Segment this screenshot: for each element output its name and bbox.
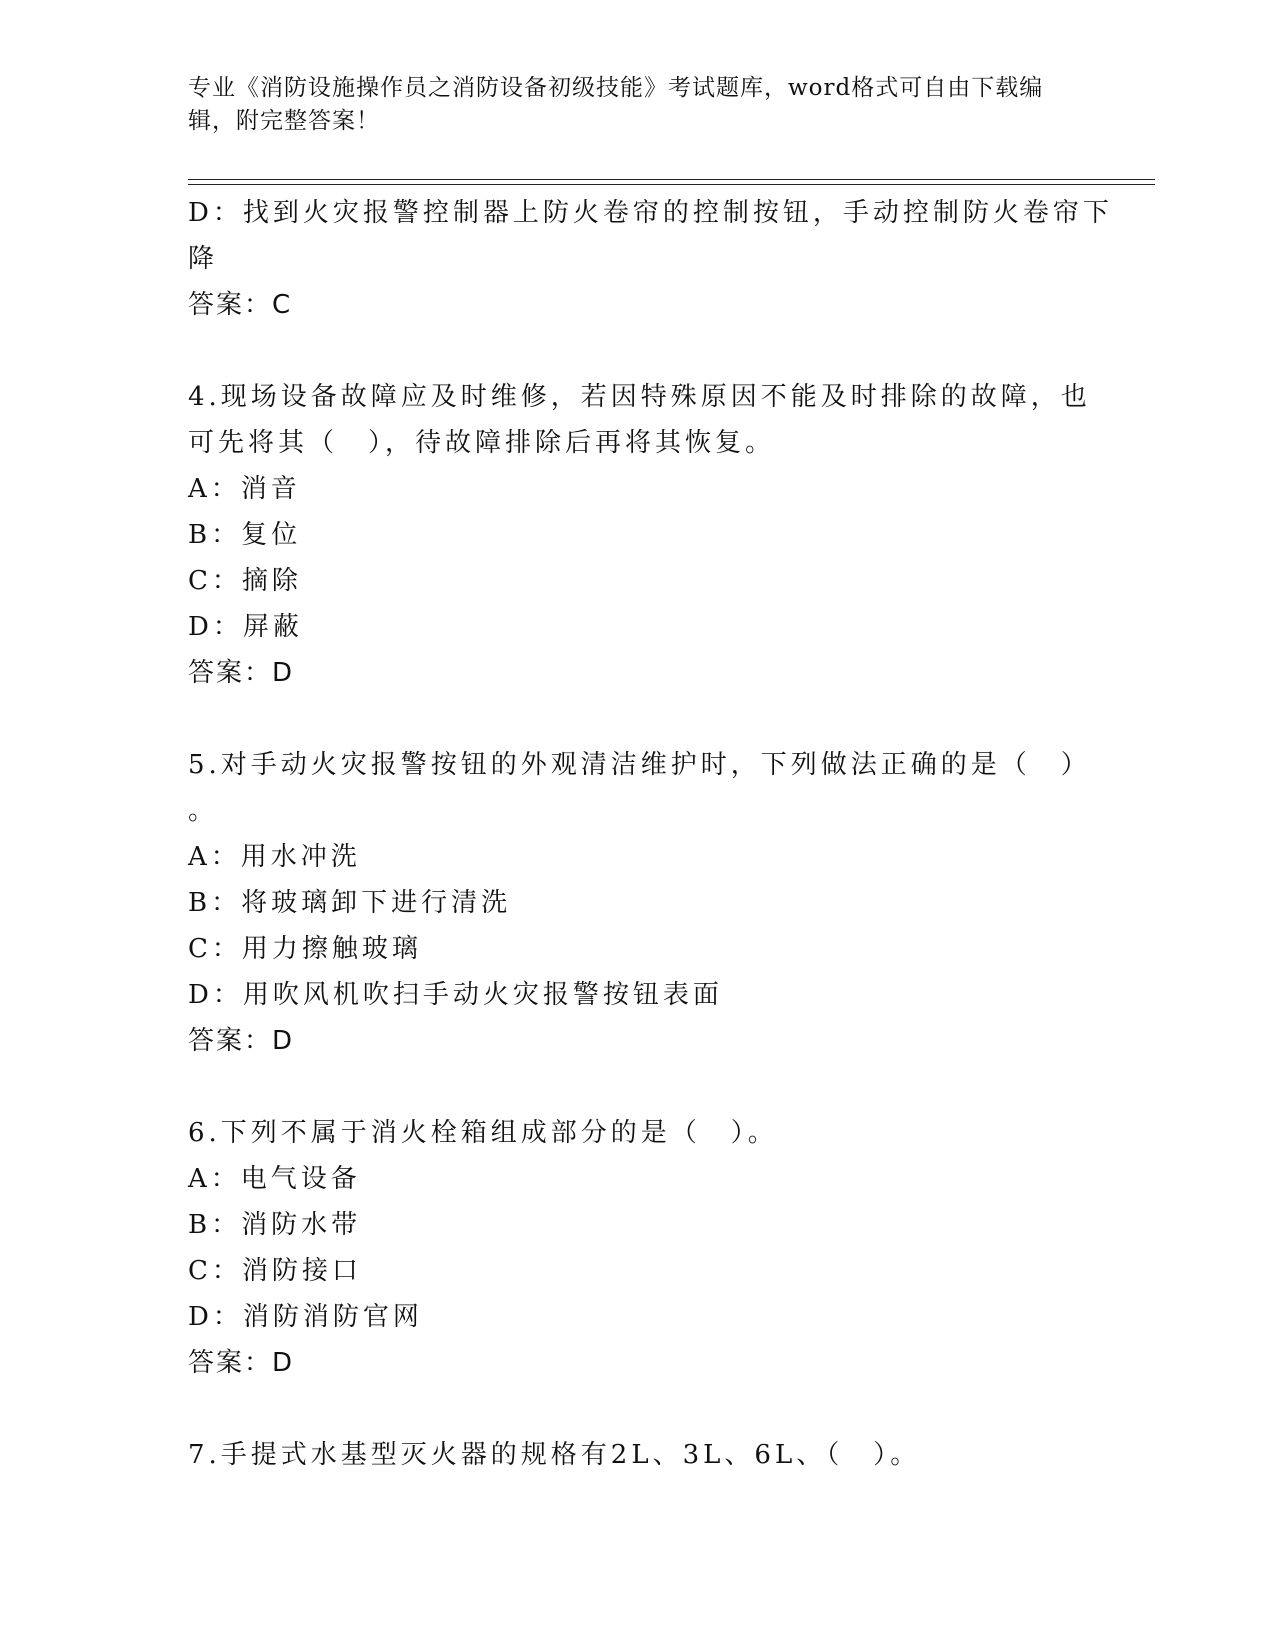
option-d: D：用吹风机吹扫手动火灾报警按钮表面 <box>188 980 723 1010</box>
question-6 <box>188 1110 1088 1386</box>
question-stem-continued: 可先将其（ ），待故障排除后再将其恢复。 <box>188 428 776 458</box>
question-7 <box>188 1432 1088 1478</box>
option-b: B：消防水带 <box>188 1210 362 1240</box>
option-d: D：找到火灾报警控制器上防火卷帘的控制按钮，手动控制防火卷帘下 <box>188 198 1113 228</box>
option-a: A：消音 <box>188 474 301 504</box>
answer: 答案：D <box>188 658 295 688</box>
spacer <box>188 1064 1088 1110</box>
question-stem: 6.下列不属于消火栓箱组成部分的是（ ）。 <box>188 1118 778 1148</box>
question-stem: 4.现场设备故障应及时维修，若因特殊原因不能及时排除的故障，也 <box>188 382 1091 412</box>
option-b: B：复位 <box>188 520 302 550</box>
option-a: A：电气设备 <box>188 1164 361 1194</box>
answer: 答案：D <box>188 1348 295 1378</box>
question-list <box>188 190 1113 1478</box>
header-line-2: 辑，附完整答案！ <box>188 108 380 134</box>
option-a: A：用水冲洗 <box>188 842 361 872</box>
header-divider-top <box>188 179 1155 180</box>
spacer <box>188 328 1088 374</box>
option-d-continued: 降 <box>188 244 219 274</box>
question-stem: 7.手提式水基型灭火器的规格有2L、3L、6L、（ ）。 <box>188 1440 921 1470</box>
question-stem: 5.对手动火灾报警按钮的外观清洁维护时，下列做法正确的是（ ） <box>188 750 1091 780</box>
option-b: B：将玻璃卸下进行清洗 <box>188 888 512 918</box>
question-4 <box>188 374 1091 696</box>
option-d: D：屏蔽 <box>188 612 303 642</box>
question-5 <box>188 742 1091 1064</box>
question-stem-continued: 。 <box>188 796 219 826</box>
answer: 答案：C <box>188 290 293 320</box>
answer: 答案：D <box>188 1026 295 1056</box>
option-c: C：摘除 <box>188 566 302 596</box>
question-3-tail <box>188 190 1113 328</box>
header-divider-bottom <box>188 184 1155 185</box>
option-c: C：用力擦触玻璃 <box>188 934 422 964</box>
spacer <box>188 1386 1088 1432</box>
option-d: D：消防消防官网 <box>188 1302 423 1332</box>
document-header <box>188 72 1068 138</box>
spacer <box>188 696 1088 742</box>
option-c: C：消防接口 <box>188 1256 362 1286</box>
header-line-1: 专业《消防设施操作员之消防设备初级技能》考试题库，word格式可自由下载编 <box>188 75 1044 101</box>
